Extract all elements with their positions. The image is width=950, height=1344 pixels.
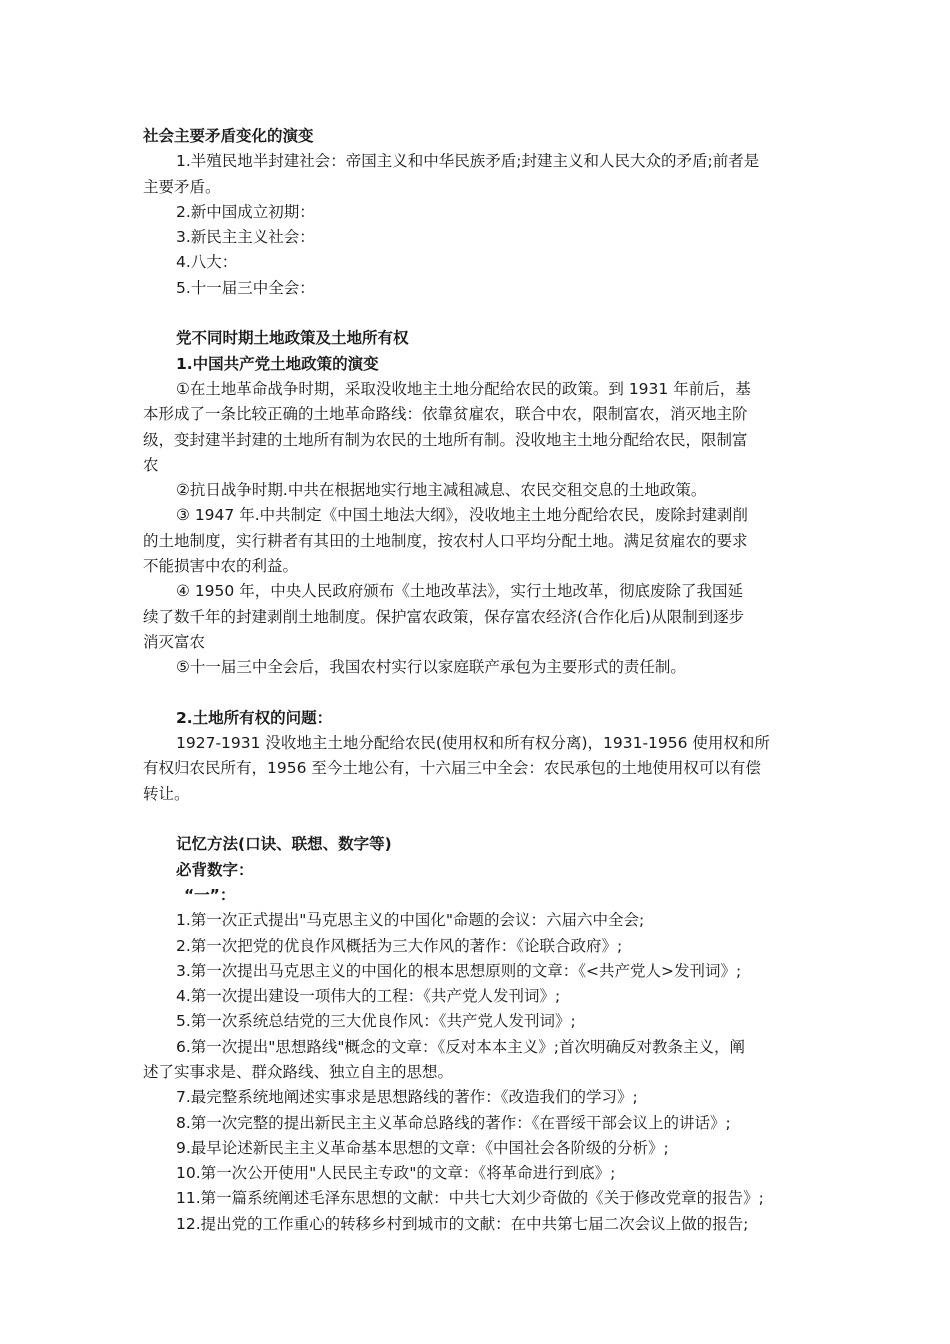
subtitle-land-policy-evolution: 1.中国共产党土地政策的演变 — [176, 354, 379, 373]
first-list-item: 10.第一次公开使用"人民民主专政"的文章：《将革命进行到底》; — [176, 1164, 616, 1183]
land-policy-paragraph-5: ⑤十一届三中全会后，我国农村实行以家庭联产承包为主要形式的责任制。 — [176, 658, 686, 677]
first-list-item: 1.第一次正式提出"马克思主义的中国化"命题的会议：六届六中全会; — [176, 911, 645, 930]
first-list-item: 6.第一次提出"思想路线"概念的文章：《反对本本主义》;首次明确反对教条主义，阐 — [176, 1037, 746, 1056]
section-title-contradiction: 社会主要矛盾变化的演变 — [143, 127, 314, 145]
land-policy-paragraph-1-line: 本形成了一条比较正确的土地革命路线：依靠贫雇农，联合中农，限制富农，消灭地主阶 — [143, 405, 748, 424]
first-list-item: 12.提出党的工作重心的转移乡村到城市的文献：在中共第七届二次会议上做的报告; — [176, 1214, 749, 1233]
section-title-memory-method: 记忆方法(口诀、联想、数字等) — [176, 835, 392, 854]
land-policy-paragraph-2: ②抗日战争时期.中共在根据地实行地主减租减息、农民交租交息的土地政策。 — [176, 481, 707, 500]
subtitle-first: “一”： — [184, 885, 236, 904]
spacer — [143, 807, 811, 832]
section-title-land-policy: 党不同时期土地政策及土地所有权 — [176, 329, 409, 348]
land-ownership-paragraph-line: 转让。 — [143, 784, 190, 803]
spacer — [143, 301, 811, 326]
land-policy-paragraph-3-line: 不能损害中农的利益。 — [143, 557, 299, 576]
land-policy-paragraph-3: ③ 1947 年.中共制定《中国土地法大纲》，没收地主土地分配给农民，废除封建剥削 — [176, 506, 748, 525]
contradiction-item-1: 1.半殖民地半封建社会：帝国主义和中华民族矛盾;封建主义和人民大众的矛盾;前者是 — [176, 152, 760, 171]
land-ownership-paragraph-line: 有权归农民所有，1956 至今土地公有，十六届三中全会：农民承包的土地使用权可以有偿 — [143, 759, 761, 778]
first-list-item: 4.第一次提出建设一项伟大的工程：《共产党人发刊词》; — [176, 987, 561, 1006]
contradiction-item-4: 4.八大： — [176, 253, 238, 272]
subtitle-must-memorize: 必背数字： — [176, 860, 254, 879]
first-list-item-cont: 述了实事求是、群众路线、独立自主的思想。 — [143, 1062, 454, 1081]
document-page — [143, 124, 811, 1237]
land-policy-paragraph-4-line: 续了数千年的封建剥削土地制度。保护富农政策，保存富农经济(合作化后)从限制到逐步 — [143, 607, 745, 626]
first-list-item: 8.第一次完整的提出新民主主义革命总路线的著作：《在晋绥干部会议上的讲话》; — [176, 1113, 731, 1132]
first-list-item: 11.第一篇系统阐述毛泽东思想的文献：中共七大刘少奇做的《关于修改党章的报告》; — [176, 1189, 764, 1208]
land-policy-paragraph-4: ④ 1950 年，中央人民政府颁布《土地改革法》，实行土地改革，彻底废除了我国延 — [176, 582, 743, 601]
first-list-item: 2.第一次把党的优良作风概括为三大作风的著作：《论联合政府》; — [176, 936, 623, 955]
contradiction-item-2: 2.新中国成立初期： — [176, 202, 315, 221]
contradiction-item-3: 3.新民主主义社会： — [176, 228, 315, 247]
land-policy-paragraph-1-line: 级，变封建半封建的土地所有制为农民的土地所有制。没收地主土地分配给农民，限制富 — [143, 430, 748, 449]
land-ownership-paragraph: 1927-1931 没收地主土地分配给农民(使用权和所有权分离)，1931-1956 使用权和所 — [176, 734, 770, 753]
first-list-item: 7.最完整系统地阐述实事求是思想路线的著作：《改造我们的学习》; — [176, 1088, 638, 1107]
contradiction-item-5: 5.十一届三中全会： — [176, 278, 315, 297]
first-list-item: 5.第一次系统总结党的三大优良作风：《共产党人发刊词》; — [176, 1012, 576, 1031]
land-policy-paragraph-4-line: 消灭富农 — [143, 632, 206, 651]
first-list-item: 3.第一次提出马克思主义的中国化的根本思想原则的文章：《<共产党人>发刊词》; — [176, 961, 742, 980]
land-policy-paragraph-1: ①在土地革命战争时期，采取没收地主土地分配给农民的政策。到 1931 年前后，基 — [176, 379, 751, 398]
section-title-land-ownership: 2.土地所有权的问题： — [176, 708, 333, 727]
land-policy-paragraph-1-line: 农 — [143, 455, 159, 474]
spacer — [143, 681, 811, 706]
land-policy-paragraph-3-line: 的土地制度，实行耕者有其田的土地制度，按农村人口平均分配土地。满足贫雇农的要求 — [143, 531, 748, 550]
contradiction-item-1-cont: 主要矛盾。 — [143, 177, 221, 196]
first-list-item: 9.最早论述新民主主义革命基本思想的文章：《中国社会各阶级的分析》; — [176, 1138, 669, 1157]
